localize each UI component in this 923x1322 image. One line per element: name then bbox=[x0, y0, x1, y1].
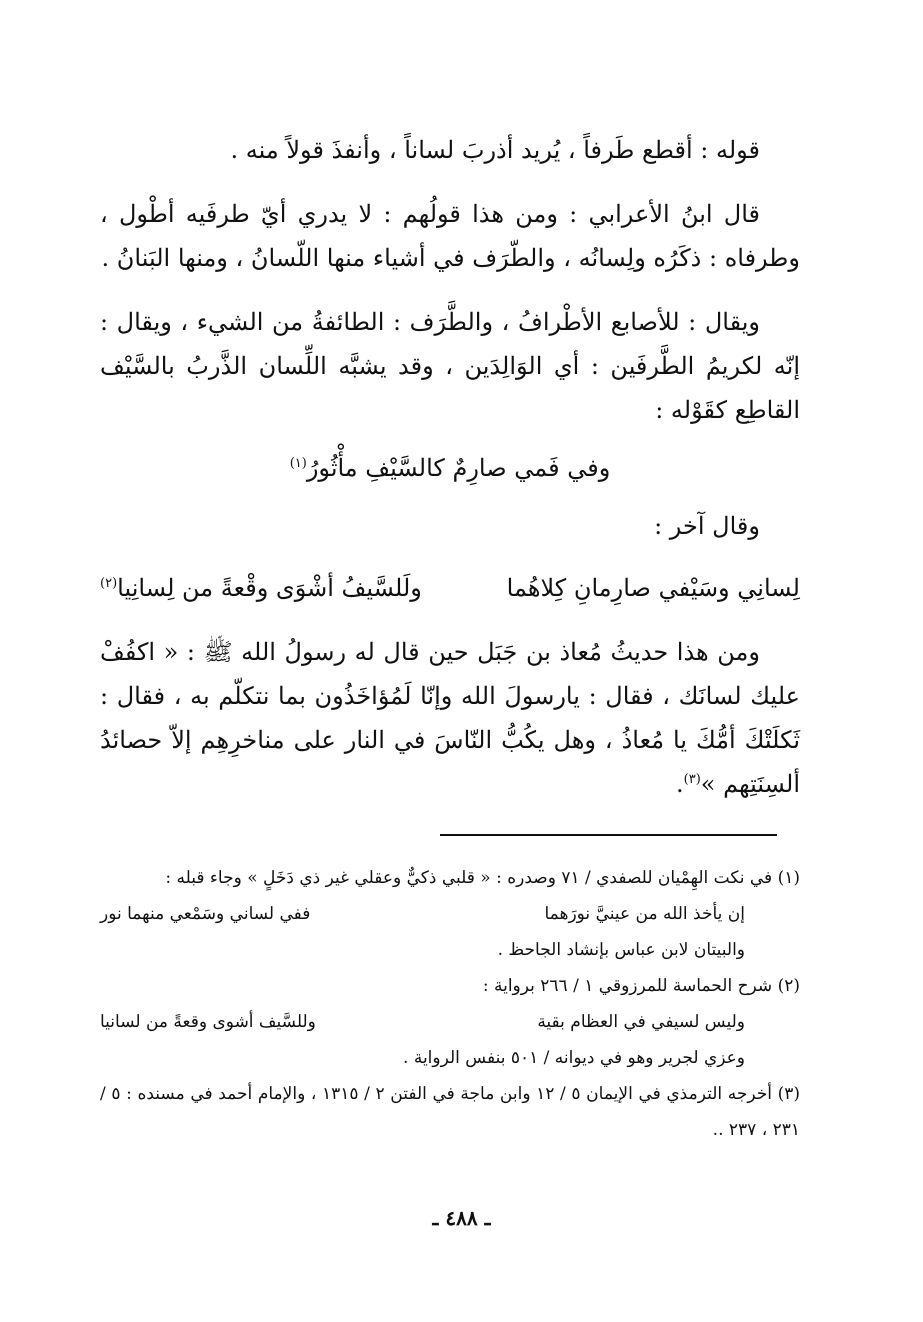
footnote-1-after: والبيتان لابن عباس بإنشاد الجاحظ . bbox=[497, 940, 745, 960]
footnote-2: (٢) شرح الحماسة للمرزوقي ١ / ٢٦٦ برواية : bbox=[482, 976, 800, 996]
footnotes bbox=[100, 860, 800, 1148]
footnote-2-after: وعزي لجرير وهو في ديوانه / ٥٠١ بنفس الرواية . bbox=[403, 1048, 745, 1068]
verse-1-text: وفي فَمي صارِمٌ كالسَّيْفِ مأْثُورُ bbox=[306, 454, 611, 482]
footnote-1-verse-left: ففي لساني وسَمْعي منهما نور bbox=[100, 904, 311, 924]
paragraph-5-text: ومن هذا حديثُ مُعاذ بن جَبَل حين قال له رسولُ الله ﷺ : « اكفُفْ عليك لسانَك ، فقال : يارسولَ الله وإنّا لَمُؤاخَذُون بما نتكلّم به ، فقال : ثَكلَتْكَ أمُّكَ يا مُعاذُ ، وهل يكُبُّ النّاسَ في النار على مناخرِهِم إلاّ حصائدُ ألسِنَتِهم » bbox=[100, 638, 801, 798]
footnote-2-verse bbox=[100, 1004, 800, 1040]
footnote-separator bbox=[440, 834, 777, 836]
footnote-3: (٣) أخرجه الترمذي في الإيمان ٥ / ١٢ وابن ماجة في الفتن ٢ / ١٣١٥ ، والإمام أحمد في مسنده : ٥ / ٢٣١ ، ٢٣٧ .. bbox=[100, 1084, 801, 1140]
paragraph-1: قوله : أقطع طَرفاً ، يُريد أذربَ لساناً ، وأنفذَ قولاً منه . bbox=[230, 136, 760, 164]
verse-2-right-hemistich: لِسانِي وسَيْفي صارِمانِ كِلاهُما bbox=[506, 574, 800, 602]
footnote-mark-1: (١) bbox=[289, 456, 307, 471]
verse-2 bbox=[100, 566, 800, 610]
verse-2-left-hemistich bbox=[100, 566, 422, 610]
main-text bbox=[100, 128, 800, 806]
page-number: ـ ٤٨٨ ـ bbox=[432, 1206, 491, 1230]
footnote-1-verse-right: إن يأخذ الله من عينيَّ نورَهما bbox=[544, 904, 745, 924]
paragraph-3: ويقال : للأصابع الأطْرافُ ، والطَّرَف : الطائفةُ من الشيء ، ويقال : إنّه لكريمُ الطَّرفَين : أي الوَالِدَين ، وقد يشبَّه اللِّسان الذَّربُ بالسَّيْف القاطِع كقَوْله : bbox=[100, 308, 800, 424]
paragraph-2: قال ابنُ الأعرابي : ومن هذا قولُهم : لا يدري أيّ طرفَيه أطْول ، وطرفاه : ذكَرُه ولِسانُه ، والطّرَف في أشياء منها اللّسانُ ، ومنها البَنانُ . bbox=[100, 200, 800, 272]
paragraph-4: وقال آخر : bbox=[654, 512, 760, 540]
footnote-2-verse-left: وللسَّيف أشوى وقعةً من لسانيا bbox=[100, 1012, 316, 1032]
footnote-1-verse bbox=[100, 896, 800, 932]
verse-2-left-text: ولَلسَّيفُ أشْوَى وقْعةً من لِسانِيا bbox=[117, 574, 422, 602]
paragraph-5-end: . bbox=[675, 770, 684, 798]
paragraph-5 bbox=[100, 630, 800, 806]
footnote-2-verse-right: وليس لسيفي في العظام بقية bbox=[537, 1012, 745, 1032]
verse-1 bbox=[100, 446, 800, 490]
footnote-mark-3: (٣) bbox=[683, 772, 701, 787]
footnote-1: (١) في نكت الهِمْيان للصفدي / ٧١ وصدره : « قلبي ذكيٌّ وعقلي غير ذي دَخَلٍ » وجاء قبله : bbox=[165, 868, 800, 888]
footnote-mark-2: (٢) bbox=[100, 576, 118, 591]
